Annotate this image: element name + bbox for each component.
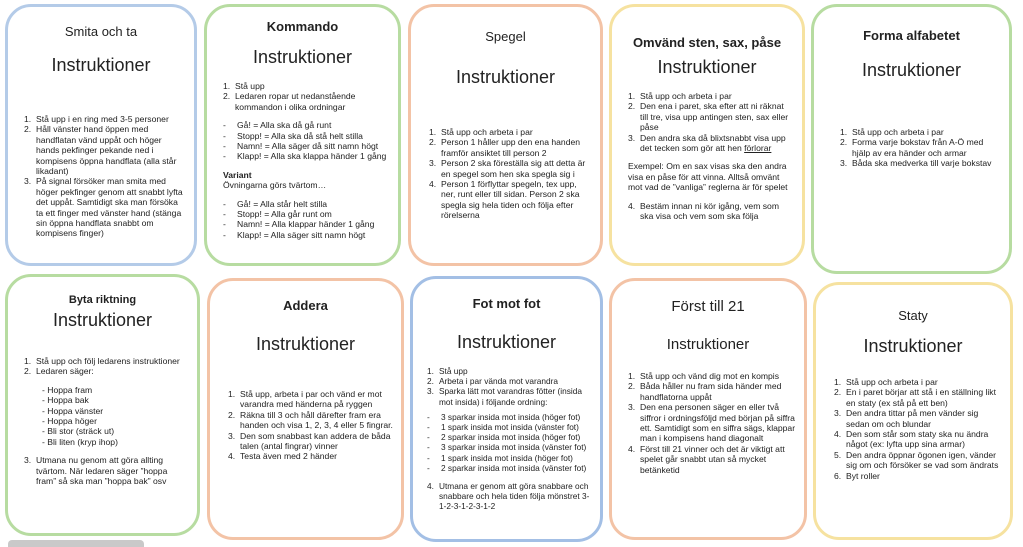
card-title: Smita och ta bbox=[64, 24, 138, 39]
list-item: 4. Utmana er genom att göra snabbare och snabbare och hela tiden följa mönstret 3-1-2-3-1-2-3-1-2 bbox=[427, 481, 590, 512]
list-item: 1. Stå upp och arbeta i par bbox=[628, 91, 732, 101]
card-title: Addera bbox=[283, 298, 328, 313]
card-content bbox=[24, 356, 189, 486]
command-item: - 3 sparkar insida mot insida (höger fot) bbox=[427, 411, 581, 422]
list-item: 1. Stå upp och vänd dig mot en kompis bbox=[628, 371, 780, 381]
list-item: 1. Stå upp och arbeta i par bbox=[840, 127, 944, 137]
list-item: 3. Sparka lätt mot varandras fötter (insida mot insida) i följande ordning: bbox=[427, 386, 582, 407]
card-content bbox=[228, 389, 393, 462]
list-item: 4. Bestäm innan ni kör igång, vem som ska visa och vem som ska följa bbox=[628, 200, 779, 222]
command-item: - Stopp! = Alla ska då stå helt stilla bbox=[223, 130, 363, 141]
card-heading: Instruktioner bbox=[455, 67, 556, 87]
list-item: 2. En i paret börjar att stå i en ställning likt en staty (ex stå på ett ben) bbox=[834, 387, 996, 408]
list-item: 2. Person 1 håller upp den ena handen framför ansiktet till person 2 bbox=[429, 137, 581, 158]
list-item: 2. Båda håller nu fram sida händer med handflatorna uppåt bbox=[628, 381, 782, 402]
command-item: - 2 sparkar insida mot insida (vänster fot) bbox=[427, 462, 587, 473]
card-title: Kommando bbox=[266, 19, 339, 34]
command-item: - Gå! = Alla står helt stilla bbox=[223, 198, 328, 209]
command-item: - Hoppa höger bbox=[42, 416, 97, 427]
list-item: 2. Ledaren ropar ut nedanstående kommandon i olika ordningar bbox=[223, 91, 356, 112]
list-item: 2. Arbeta i par vända mot varandra bbox=[427, 376, 558, 387]
list-item: 2. Ledaren säger: bbox=[24, 366, 94, 377]
card-fot-mot-fot bbox=[410, 276, 603, 542]
list-item: 5. Den andra öppnar ögonen igen, vänder sig om och försöker se vad som ändrats bbox=[834, 449, 999, 471]
card-title: Forma alfabetet bbox=[863, 28, 960, 43]
command-item: - Bli stor (sträck ut) bbox=[42, 426, 115, 437]
list-item: 1. Stå upp i en ring med 3-5 personer bbox=[24, 114, 169, 124]
card-title: Omvänd sten, sax, påse bbox=[632, 35, 782, 50]
card-title: Fot mot fot bbox=[472, 296, 541, 311]
list-item: 1. Stå upp och arbeta i par bbox=[834, 377, 938, 387]
command-item: - Bli liten (kryp ihop) bbox=[42, 436, 118, 447]
card-heading: Instruktioner bbox=[861, 60, 962, 80]
card-heading: Instruktioner bbox=[255, 334, 356, 354]
card-spegel bbox=[408, 4, 603, 266]
card-kommando bbox=[204, 4, 401, 266]
command-item: - Gå! = Alla ska då gå runt bbox=[223, 120, 332, 131]
command-item: - 1 spark insida mot insida (vänster fot) bbox=[427, 422, 579, 433]
list-item: 1. Stå upp bbox=[427, 366, 468, 376]
list-item: 2. Forma varje bokstav från A-Ö med hjälp av era händer och armar bbox=[840, 137, 984, 158]
list-item: 3. Utmana nu genom att göra allting tvärtom. När ledaren säger ”hoppa fram” så ska man ”hoppa bak” osv bbox=[24, 455, 168, 487]
card-title: Byta riktning bbox=[68, 294, 137, 306]
command-item: - 1 spark insida mot insida (höger fot) bbox=[427, 452, 573, 463]
card-heading: Instruktioner bbox=[51, 55, 151, 75]
list-item: 4. Person 1 förflyttar spegeln, tex upp, ner, runt eller till sidan. Person 2 ska spegla sig hela tiden och följa efter rörelserna bbox=[429, 179, 580, 221]
command-item: - Namn! = Alla klappar händer 1 gång bbox=[223, 219, 375, 230]
card-heading: Instruktioner bbox=[657, 57, 757, 77]
list-item: 4. Den som står som staty ska nu ändra något (ex: lyfta upp sina armar) bbox=[834, 429, 989, 450]
card-content bbox=[628, 371, 796, 475]
horizontal-scrollbar[interactable] bbox=[8, 540, 144, 547]
card-staty bbox=[813, 282, 1013, 540]
command-item: - Hoppa bak bbox=[42, 395, 89, 406]
card-title: Spegel bbox=[485, 29, 526, 44]
card-heading: Instruktioner bbox=[666, 336, 750, 353]
variant-text: Övningarna görs tvärtom… bbox=[223, 180, 327, 191]
card-content bbox=[24, 114, 186, 239]
list-item: 3. Den som snabbast kan addera de båda talen (antal fingrar) vinner bbox=[228, 430, 391, 452]
card-smita-och-ta bbox=[5, 4, 197, 266]
example-text: Exempel: Om en sax visas ska den andra visa en påse för att vinna. Alltså omvänt mot vad de ”vanliga” reglerna är för spelet bbox=[628, 161, 788, 193]
card-forst-till-21 bbox=[609, 278, 807, 540]
card-content bbox=[223, 81, 392, 240]
command-item: - 2 sparkar insida mot insida (höger fot) bbox=[427, 432, 581, 443]
list-item: 3. Person 2 ska föreställa sig att detta är en spegel som hen ska spegla sig i bbox=[429, 158, 586, 179]
list-item: 4. Testa även med 2 händer bbox=[228, 451, 337, 462]
card-content bbox=[427, 366, 594, 512]
card-content bbox=[840, 127, 1001, 169]
card-forma-alfabetet bbox=[811, 4, 1012, 274]
list-item: 2. Håll vänster hand öppen med handflatan vänd uppåt och höger hands pekfinger pekande ned i kompisens öppna handflata (alla står likadant) bbox=[24, 124, 177, 177]
list-item: 3. Båda ska medverka till varje bokstav bbox=[840, 158, 992, 169]
command-item: - Klapp! = Alla säger sitt namn högt bbox=[223, 229, 366, 240]
list-item: 1. Stå upp, arbeta i par och vänd er mot varandra med händerna på ryggen bbox=[228, 389, 382, 410]
command-item: - Hoppa vänster bbox=[42, 405, 104, 416]
card-title: Först till 21 bbox=[671, 298, 745, 315]
list-item: 4. Först till 21 vinner och det är viktigt att spelet går snabbt utan så mycket betänketid bbox=[628, 443, 785, 475]
list-item: 1. Stå upp och följ ledarens instruktioner bbox=[24, 356, 180, 366]
list-item: 3. På signal försöker man smita med höger pekfinger genom att snabbt lyfta det uppåt. Samtidigt ska man försöka ta ett finger med vänster hand (stänga sin öppna handflata snabbt om kompisens finger) bbox=[24, 176, 183, 239]
list-item: 3. Den ena personen säger en eller två siffror i ordningsföljd med början på siffra ett. Samtidigt som en siffra sägs, klappar man i kompisens hand diagonalt bbox=[628, 402, 796, 444]
card-content bbox=[834, 377, 1002, 481]
variant-title: Variant bbox=[223, 169, 252, 180]
card-byta-riktning bbox=[5, 274, 200, 536]
command-item: - Klapp! = Alla ska klappa händer 1 gång bbox=[223, 151, 387, 162]
command-item: - Namn! = Alla säger då sitt namn högt bbox=[223, 141, 379, 152]
card-title: Staty bbox=[898, 308, 928, 323]
card-heading: Instruktioner bbox=[252, 47, 353, 67]
list-item: 3. Den andra ska då blixtsnabbt visa upp det tecken som gör att hen förlorar bbox=[628, 132, 786, 154]
card-heading: Instruktioner bbox=[456, 332, 557, 352]
card-content bbox=[628, 91, 794, 221]
card-omvand-sten-sax-pase bbox=[609, 4, 805, 266]
list-item: 2. Räkna till 3 och håll därefter fram era handen och visa 1, 2, 3, 4 eller 5 fingrar. bbox=[228, 409, 393, 431]
card-addera bbox=[207, 278, 404, 540]
list-item: 1. Stå upp bbox=[223, 81, 265, 91]
card-heading: Instruktioner bbox=[863, 336, 963, 356]
list-item: 3. Den andra tittar på men vänder sig sedan om och blundar bbox=[834, 408, 979, 429]
list-item: 6. Byt roller bbox=[834, 470, 880, 481]
command-item: - Stopp! = Alla går runt om bbox=[223, 209, 332, 220]
card-content bbox=[429, 127, 592, 221]
command-item: - Hoppa fram bbox=[42, 384, 93, 395]
list-item: 2. Den ena i paret, ska efter att ni räknat till tre, visa upp antingen sten, sax eller påse bbox=[628, 101, 789, 133]
card-heading: Instruktioner bbox=[52, 310, 153, 330]
command-item: - 3 sparkar insida mot insida (vänster fot) bbox=[427, 442, 587, 453]
list-item: 1. Stå upp och arbeta i par bbox=[429, 127, 533, 137]
